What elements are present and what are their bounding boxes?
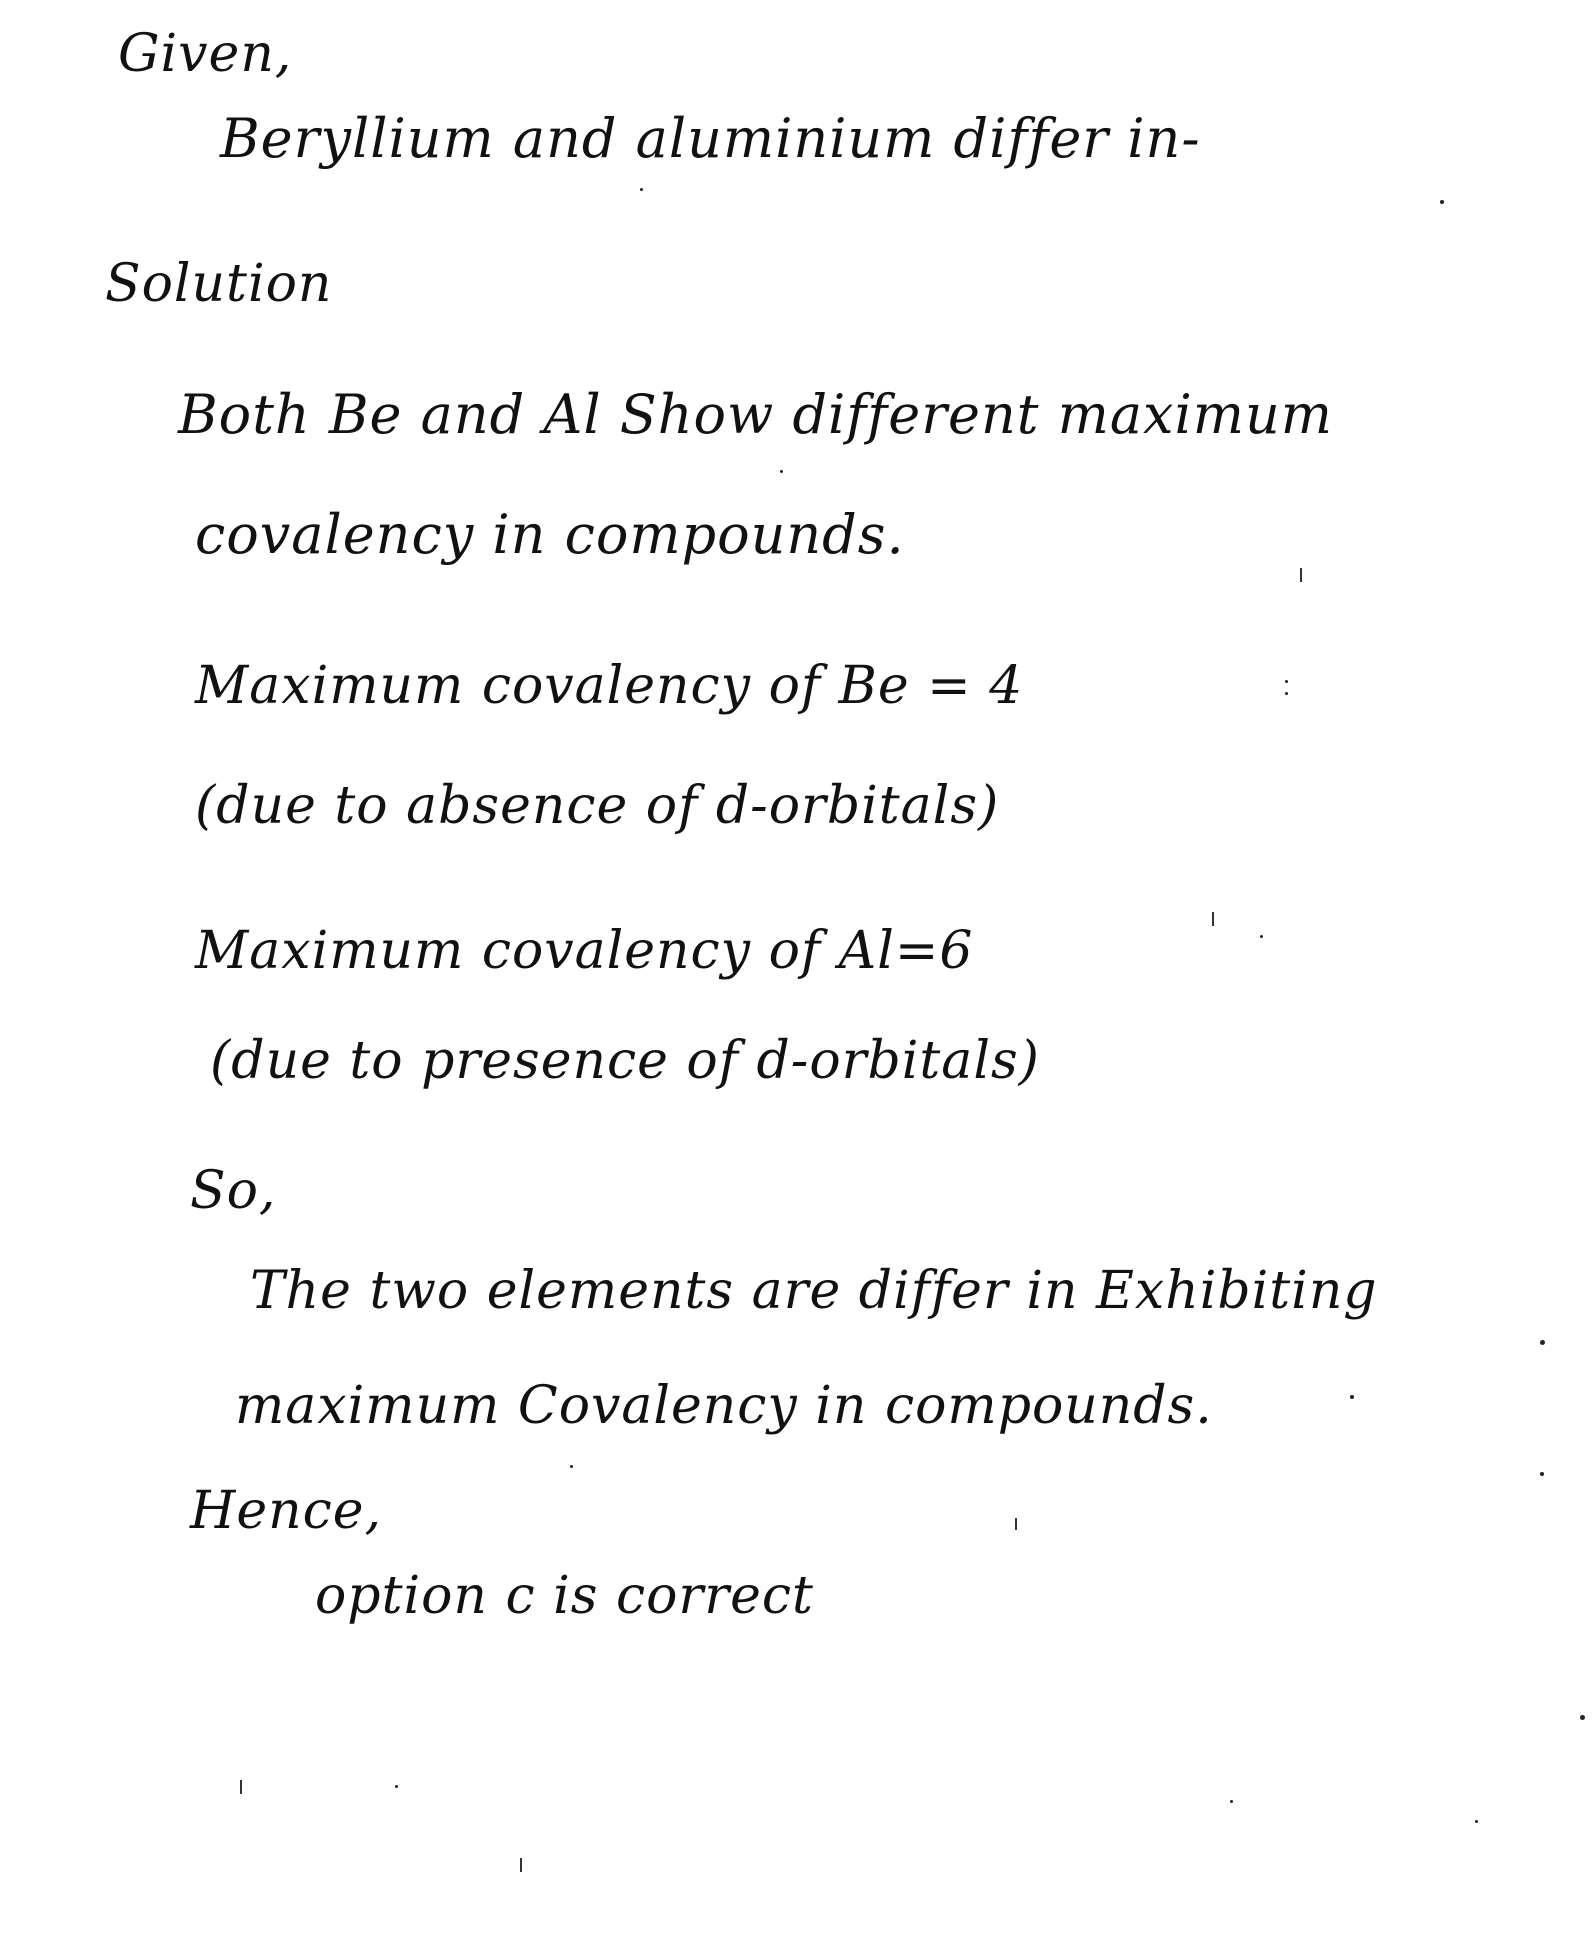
scan-mark <box>1212 912 1214 926</box>
conclusion-line1: The two elements are differ in Exhibiting <box>250 1261 1378 1321</box>
scan-speck <box>1350 1395 1354 1399</box>
conclusion-label: So, <box>190 1161 277 1221</box>
given-statement: Beryllium and aluminium differ in- <box>220 107 1201 170</box>
scan-speck <box>1540 1340 1545 1345</box>
scan-mark <box>1015 1518 1017 1530</box>
conclusion-line2: maximum Covalency in compounds. <box>235 1376 1213 1436</box>
scan-speck <box>1285 680 1288 683</box>
scan-speck <box>640 188 643 191</box>
scan-speck <box>1475 1820 1478 1823</box>
scan-mark <box>1300 568 1302 582</box>
scan-speck <box>570 1465 573 1468</box>
scan-speck <box>395 1785 398 1788</box>
answer-text: option c is correct <box>315 1566 814 1626</box>
al-covalency-value: Maximum covalency of Al=6 <box>195 921 974 981</box>
scan-speck <box>1540 1472 1544 1476</box>
al-covalency-reason: (due to presence of d-orbitals) <box>210 1031 1040 1091</box>
be-covalency-reason: (due to absence of d-orbitals) <box>195 776 1000 836</box>
solution-intro-line1: Both Be and Al Show different maximum <box>178 383 1333 446</box>
scan-speck <box>1230 1800 1233 1803</box>
answer-label: Hence, <box>190 1481 383 1541</box>
solution-intro-line2: covalency in compounds. <box>195 503 905 566</box>
given-label: Given, <box>118 24 293 84</box>
scan-speck <box>1285 692 1288 695</box>
scan-speck <box>1260 935 1263 938</box>
solution-label: Solution <box>105 254 333 314</box>
scan-speck <box>780 470 783 473</box>
scan-mark <box>240 1780 242 1794</box>
scan-speck <box>1440 200 1444 204</box>
scan-speck <box>1580 1715 1585 1720</box>
be-covalency-value: Maximum covalency of Be = 4 <box>195 656 1024 716</box>
scan-mark <box>520 1858 522 1872</box>
